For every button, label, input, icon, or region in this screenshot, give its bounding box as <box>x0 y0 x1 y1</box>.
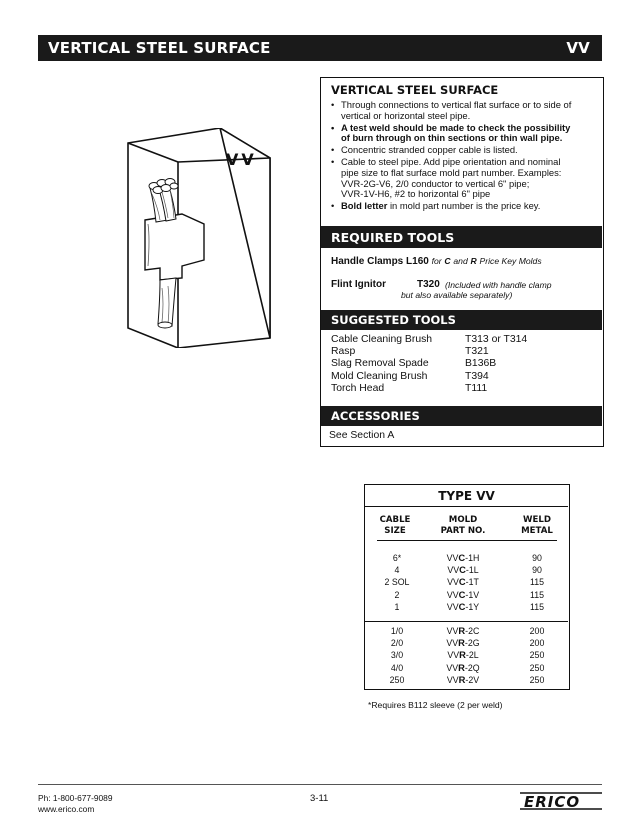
table-row: VVR-2L <box>447 649 479 661</box>
group1-sizes: 6* 4 2 SOL 2 1 <box>384 553 410 612</box>
flint-ignitor-note: (Included with handle clamp <box>445 280 552 290</box>
accessories-heading: ACCESSORIES <box>321 406 602 426</box>
svg-text:ERICO: ERICO <box>524 793 581 811</box>
flint-ignitor-note-2: but also available separately) <box>401 290 513 300</box>
info-title: VERTICAL STEEL SURFACE <box>331 83 499 97</box>
group1-parts <box>435 552 491 613</box>
type-table-title: TYPE VV <box>365 485 568 507</box>
header-divider <box>377 540 557 541</box>
accessories-text: See Section A <box>329 430 395 441</box>
group2-sizes: 1/0 2/0 3/0 4/0 250 <box>389 626 405 685</box>
group2-parts <box>435 625 491 686</box>
table-row: VVR-2V <box>446 673 480 685</box>
group-divider <box>365 621 568 622</box>
mold-part-header: MOLD PART NO. <box>440 515 486 536</box>
table-row: VVC-1V <box>446 588 480 600</box>
table-row: VVR-2G <box>446 637 480 649</box>
table-row: VVC-1L <box>447 564 479 576</box>
bullet-item: • Concentric stranded copper cable is listed. <box>331 145 599 156</box>
table-row: VVR-2C <box>446 625 480 636</box>
page-number: 3-11 <box>310 793 329 804</box>
group1-metals: 90 90 115 115 115 <box>529 553 545 612</box>
table-row: VVC-1T <box>447 576 479 588</box>
table-row: VVR-2Q <box>446 661 480 673</box>
info-box <box>320 77 604 447</box>
vertical-surface-illustration <box>120 128 290 348</box>
table-row: VVC-1H <box>446 552 480 563</box>
page-title: VERTICAL STEEL SURFACE <box>48 39 271 57</box>
group2-metals: 200 200 250 250 250 <box>529 626 545 685</box>
footer-phone: Ph: 1-800-677-9089 <box>38 793 113 803</box>
flint-ignitor-name: Flint Ignitor <box>331 279 386 290</box>
list-item: Rasp T321 <box>331 346 489 358</box>
footer-divider <box>38 784 602 785</box>
suggested-tools-list <box>331 334 591 395</box>
bullet-item: • Through connections to vertical flat surface or to side of vertical or horizontal steel pipe. <box>331 100 599 122</box>
handle-clamps-line: Handle Clamps L160 for C and R Price Key Molds <box>331 256 542 267</box>
info-bullets <box>331 100 599 213</box>
weld-metal-header: WELD METAL <box>521 515 553 536</box>
bullet-item: • Bold letter in mold part number is the price key. <box>331 201 599 212</box>
flint-ignitor-part: T320 <box>417 279 440 290</box>
erico-logo <box>518 790 604 812</box>
bullet-item: • A test weld should be made to check the possibility of burn through on thin sections or thin wall pipe. <box>331 123 599 145</box>
suggested-tools-heading: SUGGESTED TOOLS <box>321 310 602 330</box>
cable-size-header: CABLE SIZE <box>379 515 411 536</box>
type-vv-table <box>364 484 570 690</box>
table-row: VVC-1Y <box>446 600 480 612</box>
illustration-label: VV <box>226 150 257 169</box>
list-item: Cable Cleaning Brush T313 or T314 <box>331 334 528 345</box>
list-item: Torch Head T111 <box>331 382 488 394</box>
bullet-item: • Cable to steel pipe. Add pipe orientation and nominal pipe size to flat surface mold part number. Examples: VVR-2G-V6, 2/0 conductor to vertical 6" pipe; VVR-1V-H6, #2 to horizontal 6" pipe <box>331 157 599 200</box>
list-item: Slag Removal Spade B136B <box>331 358 497 370</box>
page-code: VV <box>566 39 590 57</box>
footer-website: www.erico.com <box>38 804 95 814</box>
required-tools-heading: REQUIRED TOOLS <box>321 226 602 248</box>
list-item: Mold Cleaning Brush T394 <box>331 370 489 382</box>
page-header-bar <box>38 35 602 61</box>
table-footnote: *Requires B112 sleeve (2 per weld) <box>368 700 503 710</box>
